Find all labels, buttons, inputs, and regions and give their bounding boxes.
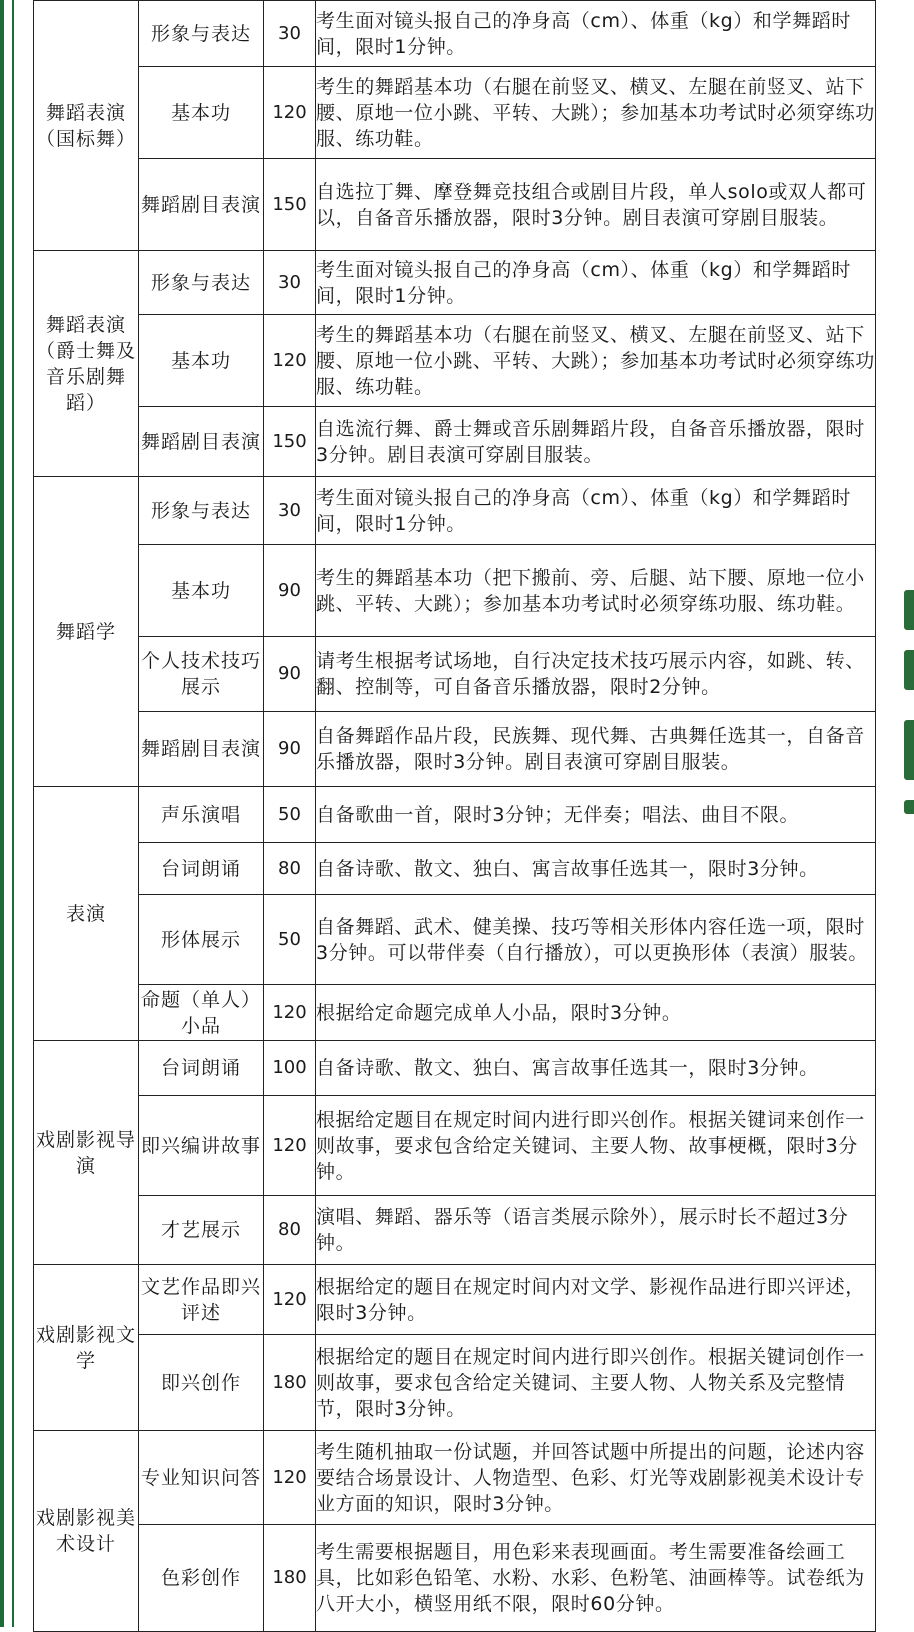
- description-cell: 考生面对镜头报自己的净身高（cm）、体重（kg）和学舞蹈时间，限时1分钟。: [316, 251, 876, 315]
- exam-item-cell: 基本功: [139, 545, 264, 637]
- table-row: [34, 985, 876, 1041]
- score-cell: 150: [264, 159, 316, 251]
- description-cell: 考生的舞蹈基本功（右腿在前竖叉、横叉、左腿在前竖叉、站下腰、原地一位小跳、平转、大跳）；参加基本功考试时必须穿练功服、练功鞋。: [316, 315, 876, 407]
- score-cell: 80: [264, 843, 316, 895]
- description-cell: 演唱、舞蹈、器乐等（语言类展示除外），展示时长不超过3分钟。: [316, 1196, 876, 1265]
- description-cell: 根据给定题目在规定时间内进行即兴创作。根据关键词来创作一则故事，要求包含给定关键词、主要人物、故事梗概，限时3分钟。: [316, 1096, 876, 1196]
- exam-item-cell: 专业知识问答: [139, 1431, 264, 1525]
- exam-item-cell: 台词朗诵: [139, 1041, 264, 1096]
- description-cell: 自备诗歌、散文、独白、寓言故事任选其一，限时3分钟。: [316, 1041, 876, 1096]
- table-row: [34, 712, 876, 787]
- score-cell: 120: [264, 67, 316, 159]
- table-row: [34, 895, 876, 985]
- exam-item-cell: 形象与表达: [139, 1, 264, 67]
- exam-item-cell: 舞蹈剧目表演: [139, 407, 264, 477]
- description-cell: 考生随机抽取一份试题，并回答试题中所提出的问题，论述内容要结合场景设计、人物造型、色彩、灯光等戏剧影视美术设计专业方面的知识，限时3分钟。: [316, 1431, 876, 1525]
- score-cell: 120: [264, 1431, 316, 1525]
- exam-item-cell: 个人技术技巧展示: [139, 637, 264, 712]
- score-cell: 120: [264, 315, 316, 407]
- major-cell: 舞蹈学: [34, 477, 139, 787]
- table-row: [34, 315, 876, 407]
- score-cell: 120: [264, 985, 316, 1041]
- major-cell: 戏剧影视文学: [34, 1265, 139, 1431]
- table-row: [34, 843, 876, 895]
- table-row: [34, 1041, 876, 1096]
- description-cell: 考生的舞蹈基本功（右腿在前竖叉、横叉、左腿在前竖叉、站下腰、原地一位小跳、平转、大跳）；参加基本功考试时必须穿练功服、练功鞋。: [316, 67, 876, 159]
- exam-item-cell: 才艺展示: [139, 1196, 264, 1265]
- exam-item-cell: 声乐演唱: [139, 787, 264, 843]
- exam-item-cell: 舞蹈剧目表演: [139, 712, 264, 787]
- major-cell: 表演: [34, 787, 139, 1041]
- exam-item-cell: 形象与表达: [139, 251, 264, 315]
- major-cell: 舞蹈表演（国标舞）: [34, 1, 139, 251]
- description-cell: 自选流行舞、爵士舞或音乐剧舞蹈片段，自备音乐播放器，限时3分钟。剧目表演可穿剧目服装。: [316, 407, 876, 477]
- page-right-decoration: [900, 0, 914, 1627]
- score-cell: 90: [264, 545, 316, 637]
- exam-item-cell: 形体展示: [139, 895, 264, 985]
- description-cell: 考生的舞蹈基本功（把下搬前、旁、后腿、站下腰、原地一位小跳、平转、大跳）；参加基本功考试时必须穿练功服、练功鞋。: [316, 545, 876, 637]
- score-cell: 180: [264, 1335, 316, 1431]
- score-cell: 120: [264, 1265, 316, 1335]
- page-left-frame: [0, 0, 14, 1627]
- score-cell: 90: [264, 637, 316, 712]
- score-cell: 50: [264, 787, 316, 843]
- exam-item-cell: 台词朗诵: [139, 843, 264, 895]
- table-row: [34, 1265, 876, 1335]
- exam-item-cell: 文艺作品即兴评述: [139, 1265, 264, 1335]
- description-cell: 自备诗歌、散文、独白、寓言故事任选其一，限时3分钟。: [316, 843, 876, 895]
- exam-item-cell: 舞蹈剧目表演: [139, 159, 264, 251]
- table-row: [34, 545, 876, 637]
- score-cell: 30: [264, 1, 316, 67]
- major-cell: 戏剧影视导演: [34, 1041, 139, 1265]
- description-cell: 考生面对镜头报自己的净身高（cm）、体重（kg）和学舞蹈时间，限时1分钟。: [316, 477, 876, 545]
- score-cell: 50: [264, 895, 316, 985]
- description-cell: 自备舞蹈作品片段，民族舞、现代舞、古典舞任选其一，自备音乐播放器，限时3分钟。剧目表演可穿剧目服装。: [316, 712, 876, 787]
- description-cell: 自备歌曲一首，限时3分钟；无伴奏；唱法、曲目不限。: [316, 787, 876, 843]
- exam-item-cell: 即兴创作: [139, 1335, 264, 1431]
- description-cell: 根据给定的题目在规定时间内进行即兴创作。根据关键词创作一则故事，要求包含给定关键词、主要人物、人物关系及完整情节，限时3分钟。: [316, 1335, 876, 1431]
- table-row: [34, 787, 876, 843]
- major-cell: 戏剧影视美术设计: [34, 1431, 139, 1632]
- exam-item-cell: 命题（单人）小品: [139, 985, 264, 1041]
- table-row: [34, 477, 876, 545]
- score-cell: 80: [264, 1196, 316, 1265]
- exam-item-cell: 形象与表达: [139, 477, 264, 545]
- score-cell: 90: [264, 712, 316, 787]
- exam-item-cell: 基本功: [139, 67, 264, 159]
- table-row: [34, 67, 876, 159]
- table-row: [34, 1, 876, 67]
- table-row: [34, 1096, 876, 1196]
- table-row: [34, 1525, 876, 1632]
- description-cell: 根据给定的题目在规定时间内对文学、影视作品进行即兴评述，限时3分钟。: [316, 1265, 876, 1335]
- exam-item-cell: 基本功: [139, 315, 264, 407]
- exam-item-cell: 即兴编讲故事: [139, 1096, 264, 1196]
- exam-content-table: [33, 0, 876, 1632]
- score-cell: 120: [264, 1096, 316, 1196]
- table-row: [34, 1196, 876, 1265]
- description-cell: 自备舞蹈、武术、健美操、技巧等相关形体内容任选一项，限时3分钟。可以带伴奏（自行播放），可以更换形体（表演）服装。: [316, 895, 876, 985]
- description-cell: 根据给定命题完成单人小品，限时3分钟。: [316, 985, 876, 1041]
- table-row: [34, 407, 876, 477]
- description-cell: 考生需要根据题目，用色彩来表现画面。考生需要准备绘画工具，比如彩色铅笔、水粉、水彩、色粉笔、油画棒等。试卷纸为八开大小，横竖用纸不限，限时60分钟。: [316, 1525, 876, 1632]
- description-cell: 请考生根据考试场地，自行决定技术技巧展示内容，如跳、转、翻、控制等，可自备音乐播放器，限时2分钟。: [316, 637, 876, 712]
- exam-item-cell: 色彩创作: [139, 1525, 264, 1632]
- description-cell: 自选拉丁舞、摩登舞竞技组合或剧目片段，单人solo或双人都可以，自备音乐播放器，限时3分钟。剧目表演可穿剧目服装。: [316, 159, 876, 251]
- major-cell: 舞蹈表演（爵士舞及音乐剧舞蹈）: [34, 251, 139, 477]
- table-row: [34, 1335, 876, 1431]
- score-cell: 150: [264, 407, 316, 477]
- table-row: [34, 637, 876, 712]
- score-cell: 100: [264, 1041, 316, 1096]
- table-row: [34, 251, 876, 315]
- score-cell: 30: [264, 251, 316, 315]
- table-row: [34, 1431, 876, 1525]
- score-cell: 30: [264, 477, 316, 545]
- description-cell: 考生面对镜头报自己的净身高（cm）、体重（kg）和学舞蹈时间，限时1分钟。: [316, 1, 876, 67]
- score-cell: 180: [264, 1525, 316, 1632]
- table-row: [34, 159, 876, 251]
